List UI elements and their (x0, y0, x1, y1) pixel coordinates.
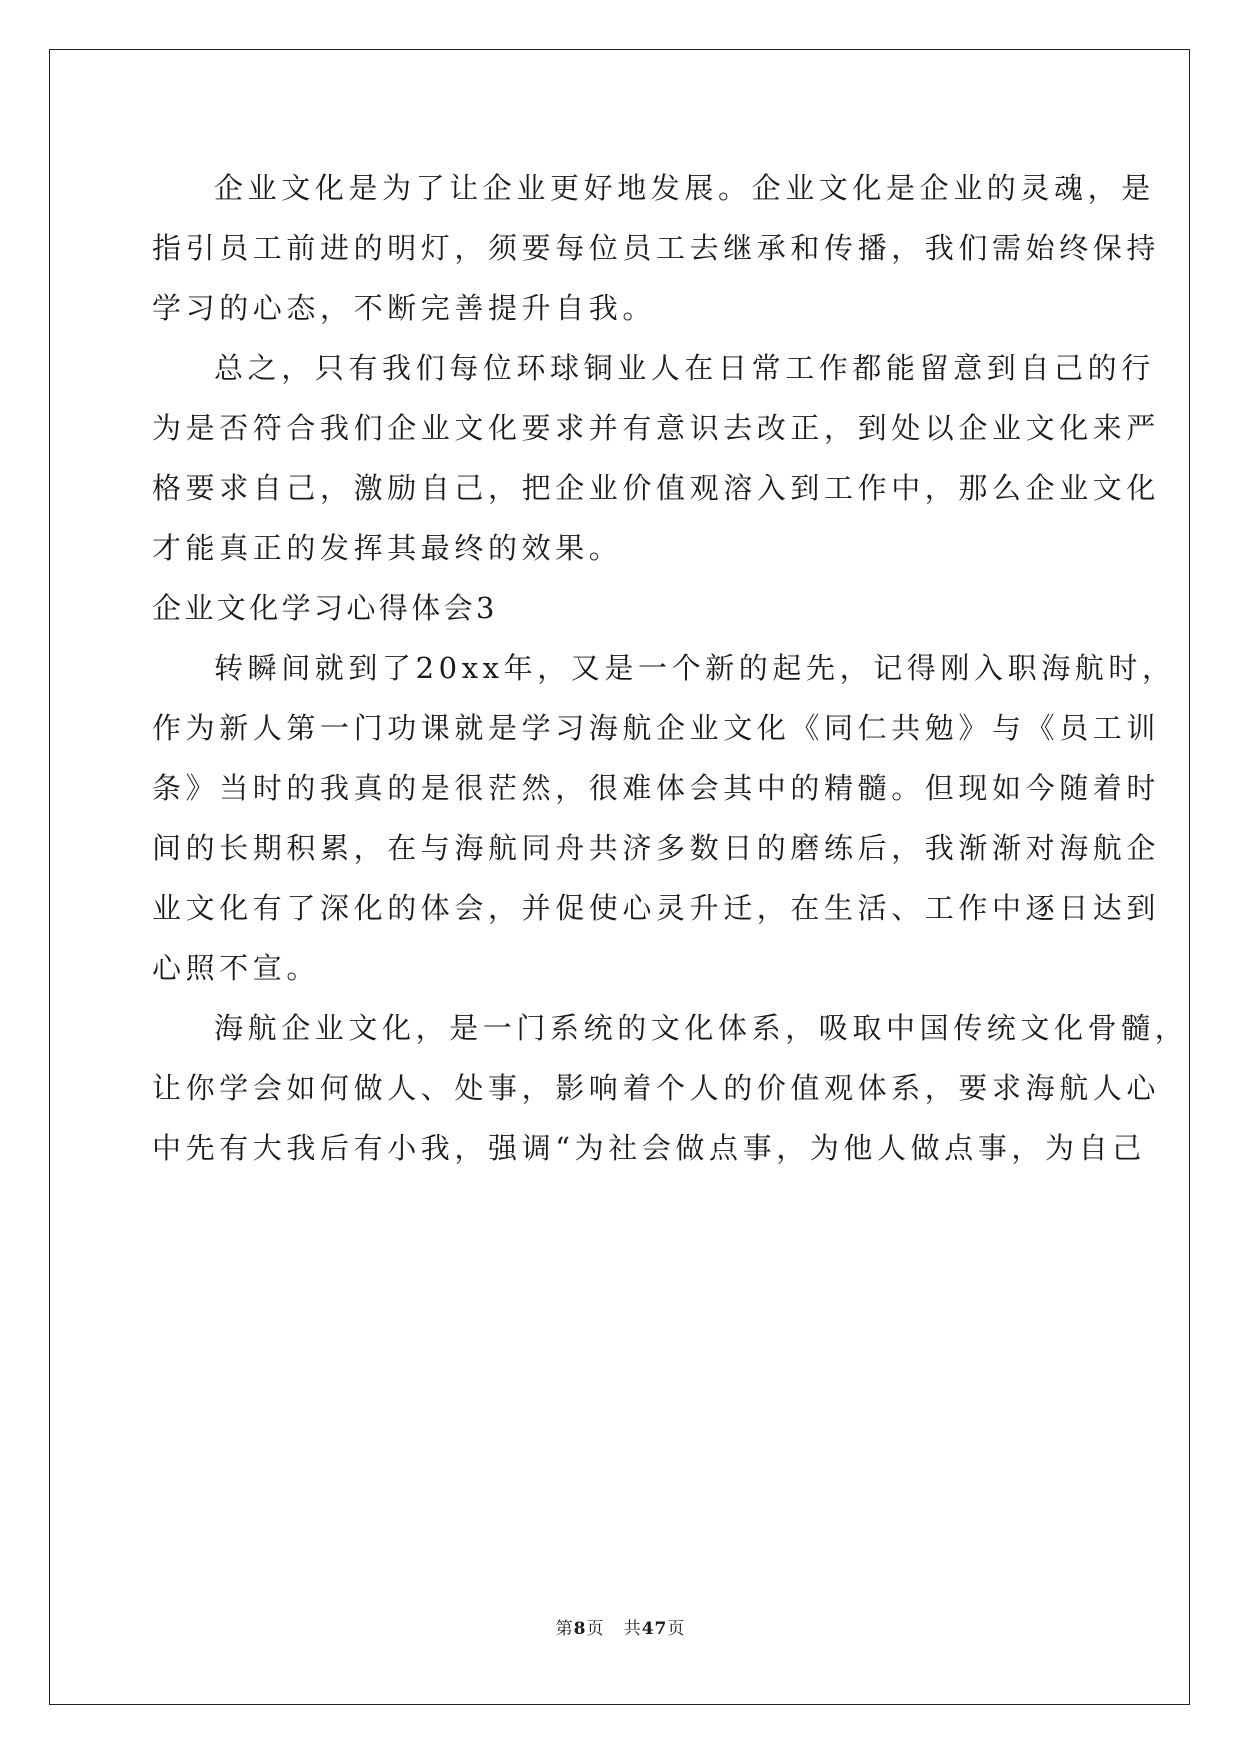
paragraph-line: 间的长期积累，在与海航同舟共济多数日的磨练后，我渐渐对海航企 (152, 831, 1161, 865)
paragraph-line: 为是否符合我们企业文化要求并有意识去改正，到处以企业文化来严 (152, 411, 1161, 445)
page-footer (0, 1614, 1241, 1639)
paragraph-line: 条》当时的我真的是很茫然，很难体会其中的精髓。但现如今随着时 (152, 771, 1161, 805)
page-prefix: 第 (555, 1619, 574, 1639)
paragraph-line: 转瞬间就到了20xx年，又是一个新的起先，记得刚入职海航时， (214, 651, 1176, 685)
paragraph-line: 总之，只有我们每位环球铜业人在日常工作都能留意到自己的行 (214, 351, 1155, 385)
paragraph-line: 作为新人第一门功课就是学习海航企业文化《同仁共勉》与《员工训 (152, 711, 1161, 745)
document-body (152, 158, 1189, 1178)
page-unit: 页 (586, 1619, 605, 1639)
paragraph-line: 指引员工前进的明灯，须要每位员工去继承和传播，我们需始终保持 (152, 231, 1161, 265)
page-number: 8 (573, 1619, 587, 1639)
paragraph-line: 海航企业文化，是一门系统的文化体系，吸取中国传统文化骨髓， (214, 1011, 1189, 1045)
paragraph-line: 中先有大我后有小我，强调“为社会做点事，为他人做点事，为自己 (152, 1131, 1146, 1165)
paragraph-line: 让你学会如何做人、处事，影响着个人的价值观体系，要求海航人心 (152, 1071, 1161, 1105)
paragraph-line: 学习的心态，不断完善提升自我。 (152, 291, 657, 325)
paragraph-line: 业文化有了深化的体会，并促使心灵升迁，在生活、工作中逐日达到 (152, 891, 1161, 925)
total-unit: 页 (667, 1619, 686, 1639)
total-prefix: 共 (623, 1619, 642, 1639)
paragraph-line: 企业文化是为了让企业更好地发展。企业文化是企业的灵魂，是 (214, 171, 1155, 205)
paragraph-line: 心照不宣。 (152, 951, 321, 985)
paragraph-line: 才能真正的发挥其最终的效果。 (152, 531, 623, 565)
paragraph-line: 格要求自己，激励自己，把企业价值观溶入到工作中，那么企业文化 (152, 471, 1161, 505)
section-heading: 企业文化学习心得体会3 (152, 591, 498, 625)
page-total: 47 (641, 1619, 668, 1639)
